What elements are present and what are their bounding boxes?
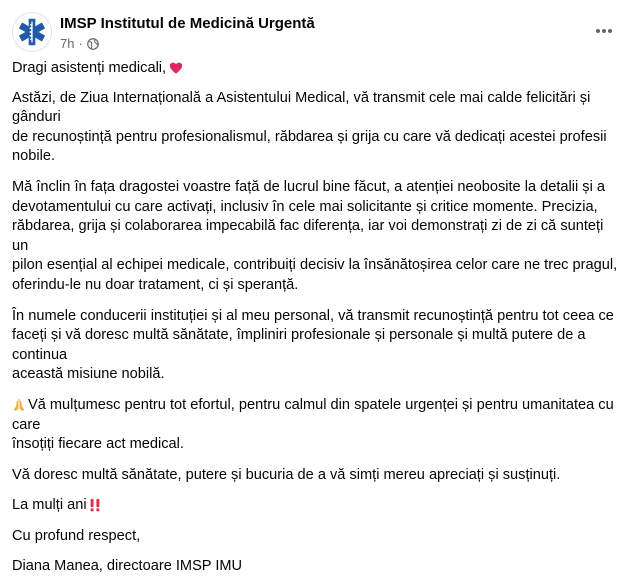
paragraph-4	[12, 396, 623, 455]
post-body	[12, 59, 623, 577]
avatar[interactable]	[12, 12, 52, 52]
paragraph-4-text: Vă mulțumesc pentru tot efortul, pentru calmul din spatele urgenței și pentru umanitatea cu care însoțiți fiecare act medical.	[12, 396, 614, 453]
more-options-button[interactable]	[593, 20, 615, 42]
post-timestamp[interactable]: 7h	[60, 36, 75, 51]
meta-separator: ·	[78, 36, 83, 51]
paragraph-2: Mă înclin în fața dragostei voastre față de lucrul bine făcut, a atenției neobosite la detalii și a devotamentului cu care activați, inclusiv în cele mai solicitante și critice momente. Precizia, răbdarea, grija și colaborarea impecabilă fac diferența, iar voi demonstrați zi de zi că sunteți un pilon esențial al echipei medicale, contribuiți decisiv la însănătoșirea celor care ne trec pragul, oferindu-le nu doar tratament, ci și speranță.	[12, 178, 618, 293]
paragraph-3: În numele conducerii instituției și al meu personal, vă transmit recunoștință pentru tot ceea ce faceți și vă doresc multă sănătate, împliniri profesionale și personale și multă putere de a continua această misiune nobilă.	[12, 307, 614, 383]
post-author[interactable]: IMSP Institutul de Medicină Urgentă	[60, 15, 315, 32]
paragraph-6-text: La mulți ani	[12, 497, 87, 514]
signature: Diana Manea, directoare IMSP IMU	[12, 558, 243, 575]
star-of-life-icon	[13, 13, 51, 51]
paragraph-5: Vă doresc multă sănătate, putere și bucuria de a vă simți mereu apreciați și susținuți.	[12, 466, 561, 483]
greeting-line	[12, 59, 623, 79]
paragraph-1: Astăzi, de Ziua Internațională a Asistentului Medical, vă transmit cele mai calde felicitări și gânduri de recunoștință pentru profesionalismul, răbdarea și grija cu care vă dedicați acestei profesii nobile.	[12, 89, 607, 165]
globe-icon[interactable]	[87, 38, 99, 50]
greeting-text: Dragi asistenți medicali,	[12, 60, 167, 76]
paragraph-7: Cu profund respect,	[12, 527, 141, 544]
post-header	[12, 10, 615, 54]
red-heart-emoji	[169, 61, 183, 75]
double-exclamation-emoji	[88, 498, 102, 512]
paragraph-6	[12, 496, 623, 516]
more-options-icon	[595, 28, 613, 34]
folded-hands-emoji	[12, 398, 26, 412]
post-meta	[60, 36, 99, 51]
